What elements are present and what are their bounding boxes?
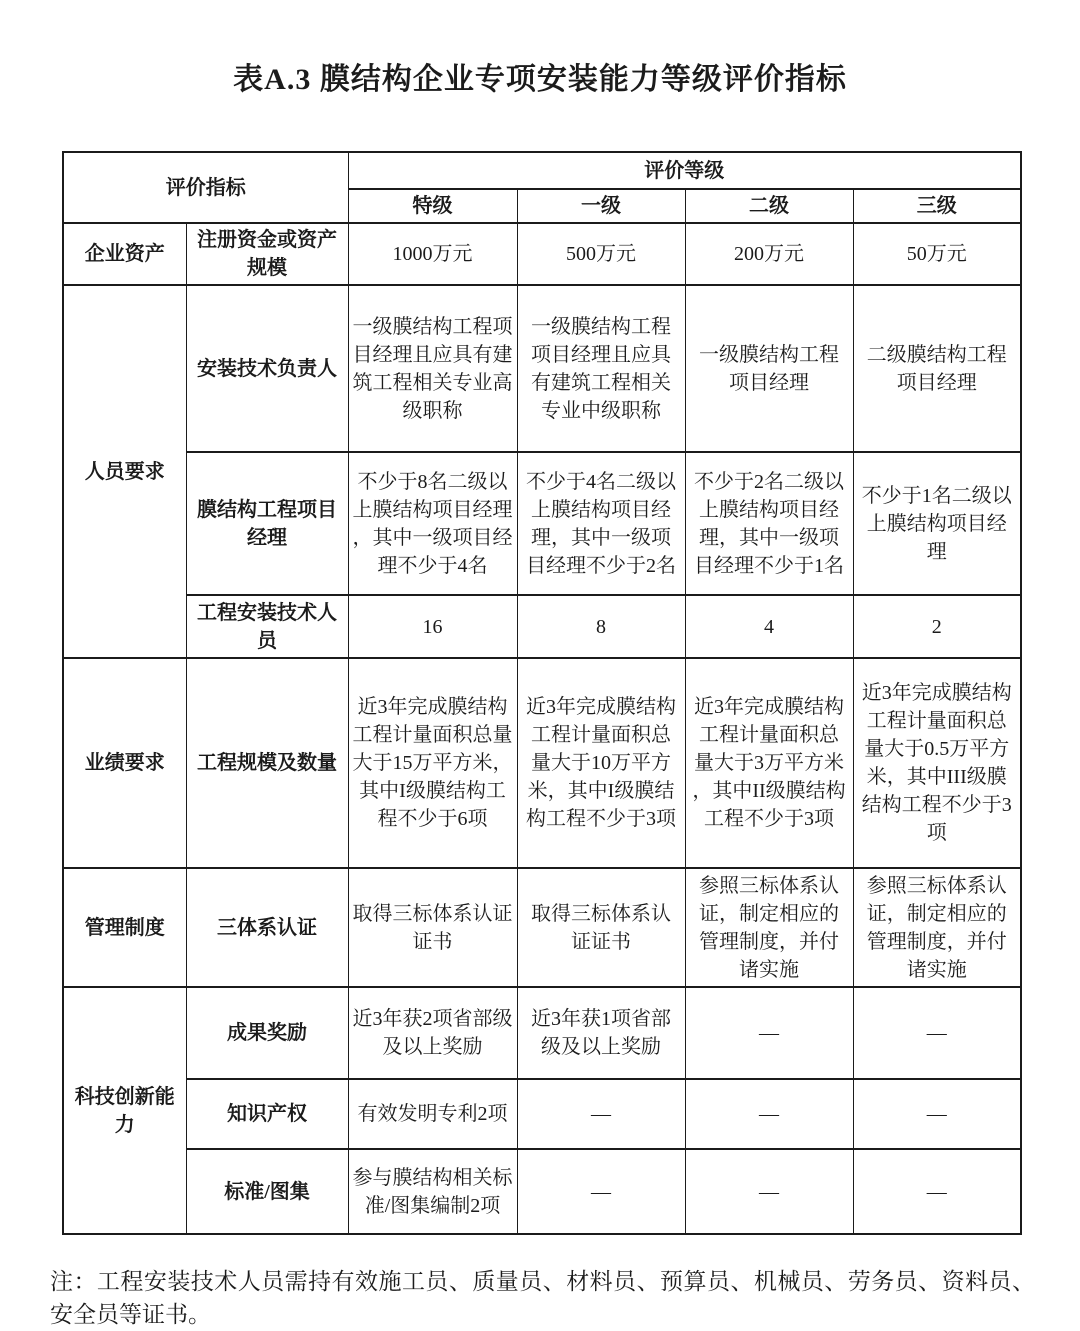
value-cell: 50万元 [853,223,1021,285]
indicator-cell: 注册资金或资产规模 [186,223,348,285]
value-cell: 取得三标体系认证证书 [348,868,517,987]
table-row [63,452,1021,595]
value-cell: 近3年获2项省部级及以上奖励 [348,987,517,1079]
value-cell: 8 [517,595,685,658]
indicator-cell: 安装技术负责人 [186,285,348,452]
value-cell: 一级膜结构工程项目经理 [685,285,853,452]
value-cell: 近3年完成膜结构工程计量面积总量大于0.5万平方米，其中III级膜结构工程不少于3项 [853,658,1021,868]
table-row [63,595,1021,658]
table-row [63,868,1021,987]
category-cell: 人员要求 [63,285,186,658]
page-title: 表A.3 膜结构企业专项安装能力等级评价指标 [233,63,847,96]
indicator-cell: 成果奖励 [186,987,348,1079]
header-row-1 [63,152,1021,189]
value-cell: 2 [853,595,1021,658]
value-cell: — [517,1149,685,1234]
value-cell: 近3年获1项省部级及以上奖励 [517,987,685,1079]
value-cell: — [517,1079,685,1149]
footnote: 注：工程安装技术人员需持有效施工员、质量员、材料员、预算员、机械员、劳务员、资料员、安全员等证书。 [50,1269,1035,1327]
category-cell: 科技创新能力 [63,987,186,1234]
value-cell: 取得三标体系认证证书 [517,868,685,987]
value-cell: 一级膜结构工程项目经理且应具有建筑工程相关专业高级职称 [348,285,517,452]
indicator-cell: 三体系认证 [186,868,348,987]
header-grade-first: 一级 [517,189,685,223]
table-row [63,285,1021,452]
category-cell: 企业资产 [63,223,186,285]
value-cell: 16 [348,595,517,658]
header-grade-second: 二级 [685,189,853,223]
indicator-cell: 知识产权 [186,1079,348,1149]
table-row [63,987,1021,1079]
value-cell: 500万元 [517,223,685,285]
value-cell: — [853,1149,1021,1234]
value-cell: 有效发明专利2项 [348,1079,517,1149]
rating-table [62,151,1022,1235]
value-cell: 不少于2名二级以上膜结构项目经理，其中一级项目经理不少于1名 [685,452,853,595]
value-cell: 二级膜结构工程项目经理 [853,285,1021,452]
header-indicator-label: 评价指标 [63,152,348,223]
table-row [63,223,1021,285]
indicator-cell: 标准/图集 [186,1149,348,1234]
value-cell: 参照三标体系认证，制定相应的管理制度，并付诸实施 [853,868,1021,987]
value-cell: 4 [685,595,853,658]
value-cell: 参与膜结构相关标准/图集编制2项 [348,1149,517,1234]
value-cell: 一级膜结构工程项目经理且应具有建筑工程相关专业中级职称 [517,285,685,452]
value-cell: — [685,987,853,1079]
category-cell: 管理制度 [63,868,186,987]
header-grade-special: 特级 [348,189,517,223]
value-cell: 近3年完成膜结构工程计量面积总量大于15万平方米，其中I级膜结构工程不少于6项 [348,658,517,868]
value-cell: — [685,1149,853,1234]
header-grade-third: 三级 [853,189,1021,223]
value-cell: 不少于1名二级以上膜结构项目经理 [853,452,1021,595]
value-cell: 200万元 [685,223,853,285]
value-cell: 1000万元 [348,223,517,285]
value-cell: — [685,1079,853,1149]
indicator-cell: 工程规模及数量 [186,658,348,868]
table-row [63,1079,1021,1149]
value-cell: 近3年完成膜结构工程计量面积总量大于3万平方米，其中II级膜结构工程不少于3项 [685,658,853,868]
indicator-cell: 工程安装技术人员 [186,595,348,658]
value-cell: 近3年完成膜结构工程计量面积总量大于10万平方米，其中I级膜结构工程不少于3项 [517,658,685,868]
header-grade-label: 评价等级 [348,152,1021,189]
table-row [63,658,1021,868]
value-cell: 不少于4名二级以上膜结构项目经理，其中一级项目经理不少于2名 [517,452,685,595]
value-cell: — [853,987,1021,1079]
value-cell: 参照三标体系认证，制定相应的管理制度，并付诸实施 [685,868,853,987]
value-cell: 不少于8名二级以上膜结构项目经理，其中一级项目经理不少于4名 [348,452,517,595]
value-cell: — [853,1079,1021,1149]
category-cell: 业绩要求 [63,658,186,868]
indicator-cell: 膜结构工程项目经理 [186,452,348,595]
table-row [63,1149,1021,1234]
